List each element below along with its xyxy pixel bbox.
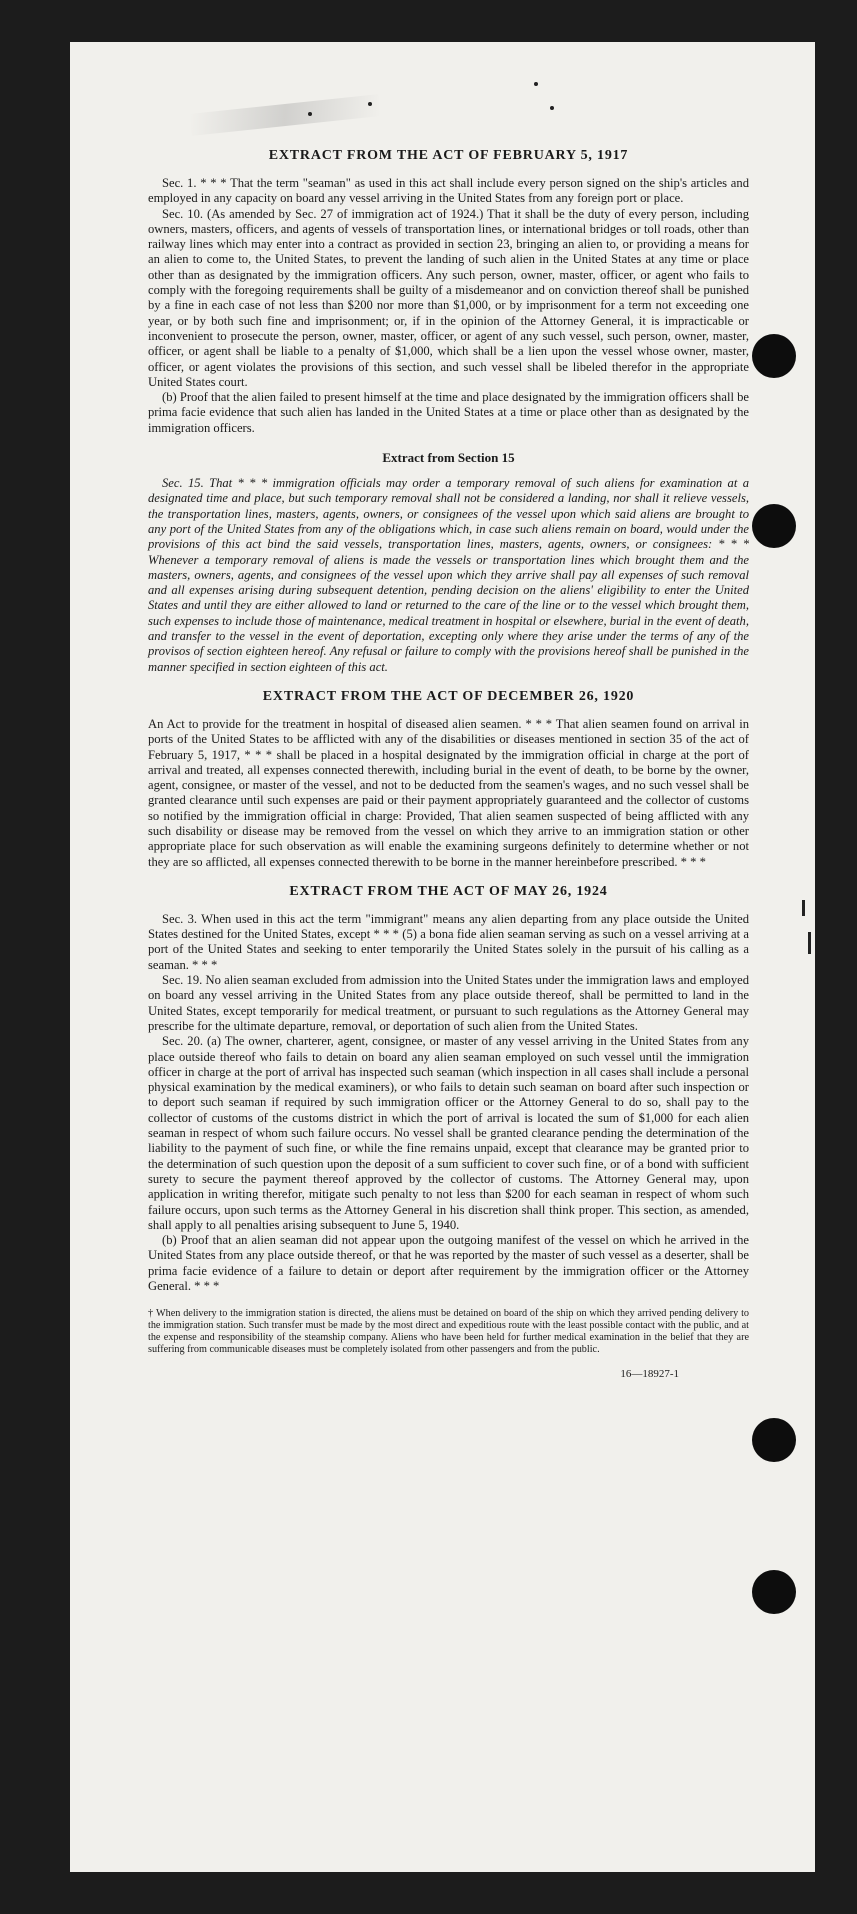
section-heading: EXTRACT FROM THE ACT OF FEBRUARY 5, 1917 xyxy=(268,148,629,163)
section-heading: Extract from Section 15 xyxy=(382,450,515,466)
footnote: † When delivery to the immigration station is directed, the aliens must be detained on board of the ship on which they arrived pending delivery to the immigration station. Such transfer must be made by the most direct and expeditious route with the least possible contact with the public, and at the expense and responsibility of the steamship company. Aliens who have been held for further medical examination in the belief that they are suffering from communicable diseases must be completely isolated from other passengers and from the public. xyxy=(148,1308,749,1356)
section-heading: EXTRACT FROM THE ACT OF DECEMBER 26, 1920 xyxy=(262,688,635,704)
section-act-1924 xyxy=(148,884,749,1294)
section-paragraph: Sec. 19. No alien seaman excluded from admission into the United States under the immigration laws and employed on board any vessel arriving in the United States from any place outside thereof, shall be permitted to land in the United States, except temporarily for medical treatment, or pursuant to such regulations as the Attorney General may prescribe for the ultimate departure, removal, or deportation of such alien from the United States. xyxy=(148,973,749,1033)
section-paragraph: Sec. 10. (As amended by Sec. 27 of immigration act of 1924.) That it shall be the duty of every person, including owners, masters, officers, and agents of vessels of transportation lines, or international bridges or toll roads, other than railway lines which may enter into a contract as provided in section 23, bringing an alien to, or providing a means for an alien to come to, the United States, to prevent the landing of such alien in the United States at any time or place other than as designated by the immigration officers. Any such person, owner, master, officer, or agent who fails to comply with the foregoing requirements shall be guilty of a misdemeanor and on conviction thereof shall be punished by a fine in each case of not less than $200 nor more than $1,000, or by imprisonment for a term not exceeding one year, or by both such fine and imprisonment; or, if in the opinion of the Attorney General, it is impracticable or inconvenient to prosecute the person, owner, master, officer, or agent of any such vessel, such person, owner, master, officer, or agent shall be liable to a penalty of $1,000, which shall be a lien upon the vessel whose owner, master, officer, or agent violates the provisions of this section, and such vessel shall be libeled therefor in the appropriate United States court. xyxy=(148,206,749,389)
section-act-1917 xyxy=(148,148,749,436)
speck xyxy=(534,82,538,86)
form-code: 16—18927-1 xyxy=(620,1368,679,1381)
section-extract-15 xyxy=(148,450,749,675)
margin-mark xyxy=(802,900,805,916)
document-page xyxy=(70,42,815,1872)
speck xyxy=(550,106,554,110)
section-paragraph: Sec. 3. When used in this act the term "immigrant" means any alien departing from any place outside the United States destined for the United States, except * * * (5) a bona fide alien seaman serving as such on a vessel arriving at a port of the United States and seeking to enter temporarily the United States solely in the pursuit of his calling as a seaman. * * * xyxy=(148,911,749,972)
section-paragraph: An Act to provide for the treatment in hospital of diseased alien seamen. * * * That alien seamen found on arrival in ports of the United States to be afflicted with any of the disabilities or diseases mentioned in section 35 of the act of February 5, 1917, * * * shall be placed in a hospital designated by the immigration official in charge at the port of arrival and treated, all expenses connected therewith, including burial in the event of death, to be borne by the owner, agent, consignee, or master of the vessel, and not to be deducted from the seamen's wages, and no such vessel shall be granted clearance until such expenses are paid or their payment appropriately guaranteed and the collector of customs so notified by the immigration official in charge: Provided, That alien seamen suspected of being afflicted with any such disability or disease may be removed from the vessel on which they arrive to an immigration station or other appropriate place for such observation as will enable the examining surgeons definitely to determine whether or not they are so afflicted, all expenses connected therewith to be borne in the manner hereinbefore prescribed. * * * xyxy=(148,716,749,869)
punch-hole xyxy=(752,1418,796,1462)
section-paragraph: Sec. 15. That * * * immigration officials may order a temporary removal of such aliens for examination at a designated time and place, but such temporary removal shall not be considered a landing, nor shall it relieve vessels, the transportation lines, masters, agents, owners, or consignees of the vessel upon which said aliens are brought to any port of the United States from any of the obligations which, in case such aliens remain on board, would under the provisions of this act bind the said vessels, transportation lines, masters, agents, owners, or consignees: * * * Whenever a temporary removal of aliens is made the vessels or transportation lines which brought them and the masters, owners, agents, and consignees of the vessel upon which they arrive shall pay all expenses of such removal and all expenses arising during subsequent detention, pending decision on the aliens' eligibility to enter the United States and until they are either allowed to land or returned to the care of the line or to the vessel which brought them, such expenses to include those of maintenance, medical treatment in hospital or elsewhere, burial in the event of death, and transfer to the vessel in the event of deportation, excepting only where they arise under the terms of any of the provisos of section eighteen hereof. Any refusal or failure to comply with the provisions hereof shall be punished in the manner specified in section eighteen of this act. xyxy=(148,476,749,674)
page-scuff xyxy=(189,94,380,136)
speck xyxy=(368,102,372,106)
margin-mark xyxy=(808,932,811,954)
section-paragraph: (b) Proof that an alien seaman did not appear upon the outgoing manifest of the vessel on which he arrived in the United States from any place outside thereof, or that he was reported by the master of such vessel as a deserter, shall be prima facie evidence of a failure to detain or deport after requirement by the immigration officer or the Attorney General. * * * xyxy=(148,1233,749,1293)
punch-hole xyxy=(752,1570,796,1614)
section-act-1920 xyxy=(148,689,749,870)
speck xyxy=(308,112,312,116)
section-heading: EXTRACT FROM THE ACT OF MAY 26, 1924 xyxy=(289,883,608,899)
section-paragraph: (b) Proof that the alien failed to present himself at the time and place designated by the immigration officers shall be prima facie evidence that such alien has landed in the United States at a time or place other than as designated by the immigration officers. xyxy=(148,390,749,435)
punch-hole xyxy=(752,334,796,378)
section-paragraph: Sec. 20. (a) The owner, charterer, agent, consignee, or master of any vessel arriving in the United States from any place outside thereof who fails to detain on board any alien seaman employed on such vessel until the immigration officer in charge at the port of arrival has inspected such seaman (which inspection in all cases shall include a personal physical examination by the medical examiners), or who fails to detain such seaman on board after such inspection or to deport such seaman if required by such immigration officer or the Attorney General to do so, shall pay to the collector of customs of the customs district in which the port of arrival is located the sum of $1,000 for each alien seaman in respect of whom such failure occurs. No vessel shall be granted clearance pending the determination of the liability to the payment of such fine, or while the fine remains unpaid, except that clearance may be granted prior to the determination of such question upon the deposit of a sum sufficient to cover such fine, or of a bond with sufficient surety to secure the payment thereof approved by the collector of customs. The Attorney General may, upon application in writing therefor, mitigate such penalty to not less than $200 for each seaman in respect of whom such failure occurs, upon such terms as the Attorney General in his discretion shall think proper. This section, as amended, shall apply to all penalties arising subsequent to June 5, 1940. xyxy=(148,1034,749,1232)
punch-hole xyxy=(752,504,796,548)
section-paragraph: Sec. 1. * * * That the term "seaman" as used in this act shall include every person signed on the ship's articles and employed in any capacity on board any vessel arriving in the United States from any foreign port or place. xyxy=(148,176,749,206)
